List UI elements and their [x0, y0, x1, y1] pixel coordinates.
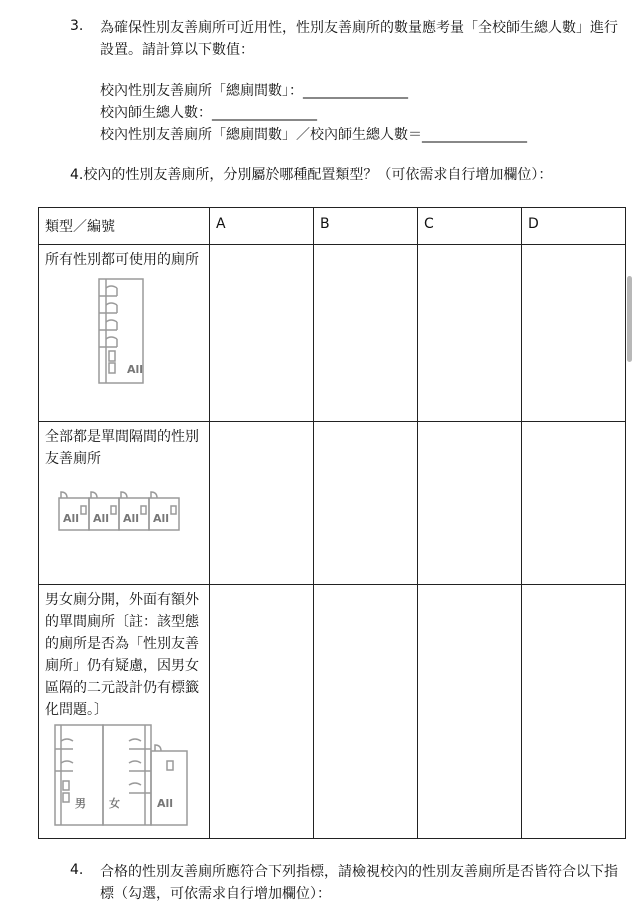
table-header-row	[39, 208, 626, 245]
header-c: C	[418, 208, 522, 245]
cell-d[interactable]	[522, 585, 626, 839]
cell-b[interactable]	[314, 585, 418, 839]
total-stalls-line: 校內性別友善廁所「總廁間數」：_______________	[100, 83, 408, 99]
header-a: A	[210, 208, 314, 245]
cell-c[interactable]	[418, 245, 522, 422]
type-label: 男女廁分開，外面有額外的單間廁所〔註：該型態的廁所是否為「性別友善廁所」仍有疑慮，因男女區隔的二元設計仍有標籤化問題。〕	[45, 592, 199, 718]
cell-a[interactable]	[210, 422, 314, 585]
male-label: 男	[75, 797, 86, 810]
header-type: 類型／編號	[39, 208, 210, 245]
all-label: All	[153, 512, 170, 525]
female-label: 女	[109, 797, 120, 810]
question-3-text: 為確保性別友善廁所可近用性，性別友善廁所的數量應考量「全校師生總人數」進行設置。請計算以下數值：	[100, 20, 618, 58]
table-row	[39, 585, 626, 839]
cell-c[interactable]	[418, 585, 522, 839]
scrollbar-thumb[interactable]	[627, 276, 632, 362]
type-cell	[39, 422, 210, 585]
type-cell	[39, 585, 210, 839]
type-cell	[39, 245, 210, 422]
cell-d[interactable]	[522, 422, 626, 585]
all-label: All	[63, 512, 80, 525]
cell-b[interactable]	[314, 245, 418, 422]
cell-a[interactable]	[210, 245, 314, 422]
table-row	[39, 245, 626, 422]
type-label: 全部都是單間隔間的性別友善廁所	[45, 429, 199, 467]
type-label: 所有性別都可使用的廁所	[45, 252, 199, 268]
question-4-text: 4.校內的性別友善廁所，分別屬於哪種配置類型？（可依需求自行增加欄位）：	[70, 167, 553, 183]
cell-c[interactable]	[418, 422, 522, 585]
question-5-text: 合格的性別友善廁所應符合下列指標，請檢視校內的性別友善廁所是否皆符合以下指標（勾選，可依需求自行增加欄位）：	[100, 864, 618, 902]
all-label: All	[93, 512, 110, 525]
cell-a[interactable]	[210, 585, 314, 839]
cell-b[interactable]	[314, 422, 418, 585]
all-label: All	[157, 797, 174, 810]
all-label: All	[127, 363, 144, 376]
header-d: D	[522, 208, 626, 245]
all-gender-toilet-plan-icon	[39, 271, 209, 386]
question-3-number: 3.	[70, 18, 84, 34]
question-5-number: 4.	[70, 862, 84, 878]
single-stall-rooms-plan-icon	[39, 470, 209, 550]
header-b: B	[314, 208, 418, 245]
table-row	[39, 422, 626, 585]
all-label: All	[123, 512, 140, 525]
total-population-line: 校內師生總人數：_______________	[100, 105, 317, 121]
separate-gender-plus-single-plan-icon	[39, 721, 209, 831]
ratio-line: 校內性別友善廁所「總廁間數」／校內師生總人數＝_______________	[100, 127, 527, 143]
cell-d[interactable]	[522, 245, 626, 422]
configuration-table	[38, 207, 626, 839]
